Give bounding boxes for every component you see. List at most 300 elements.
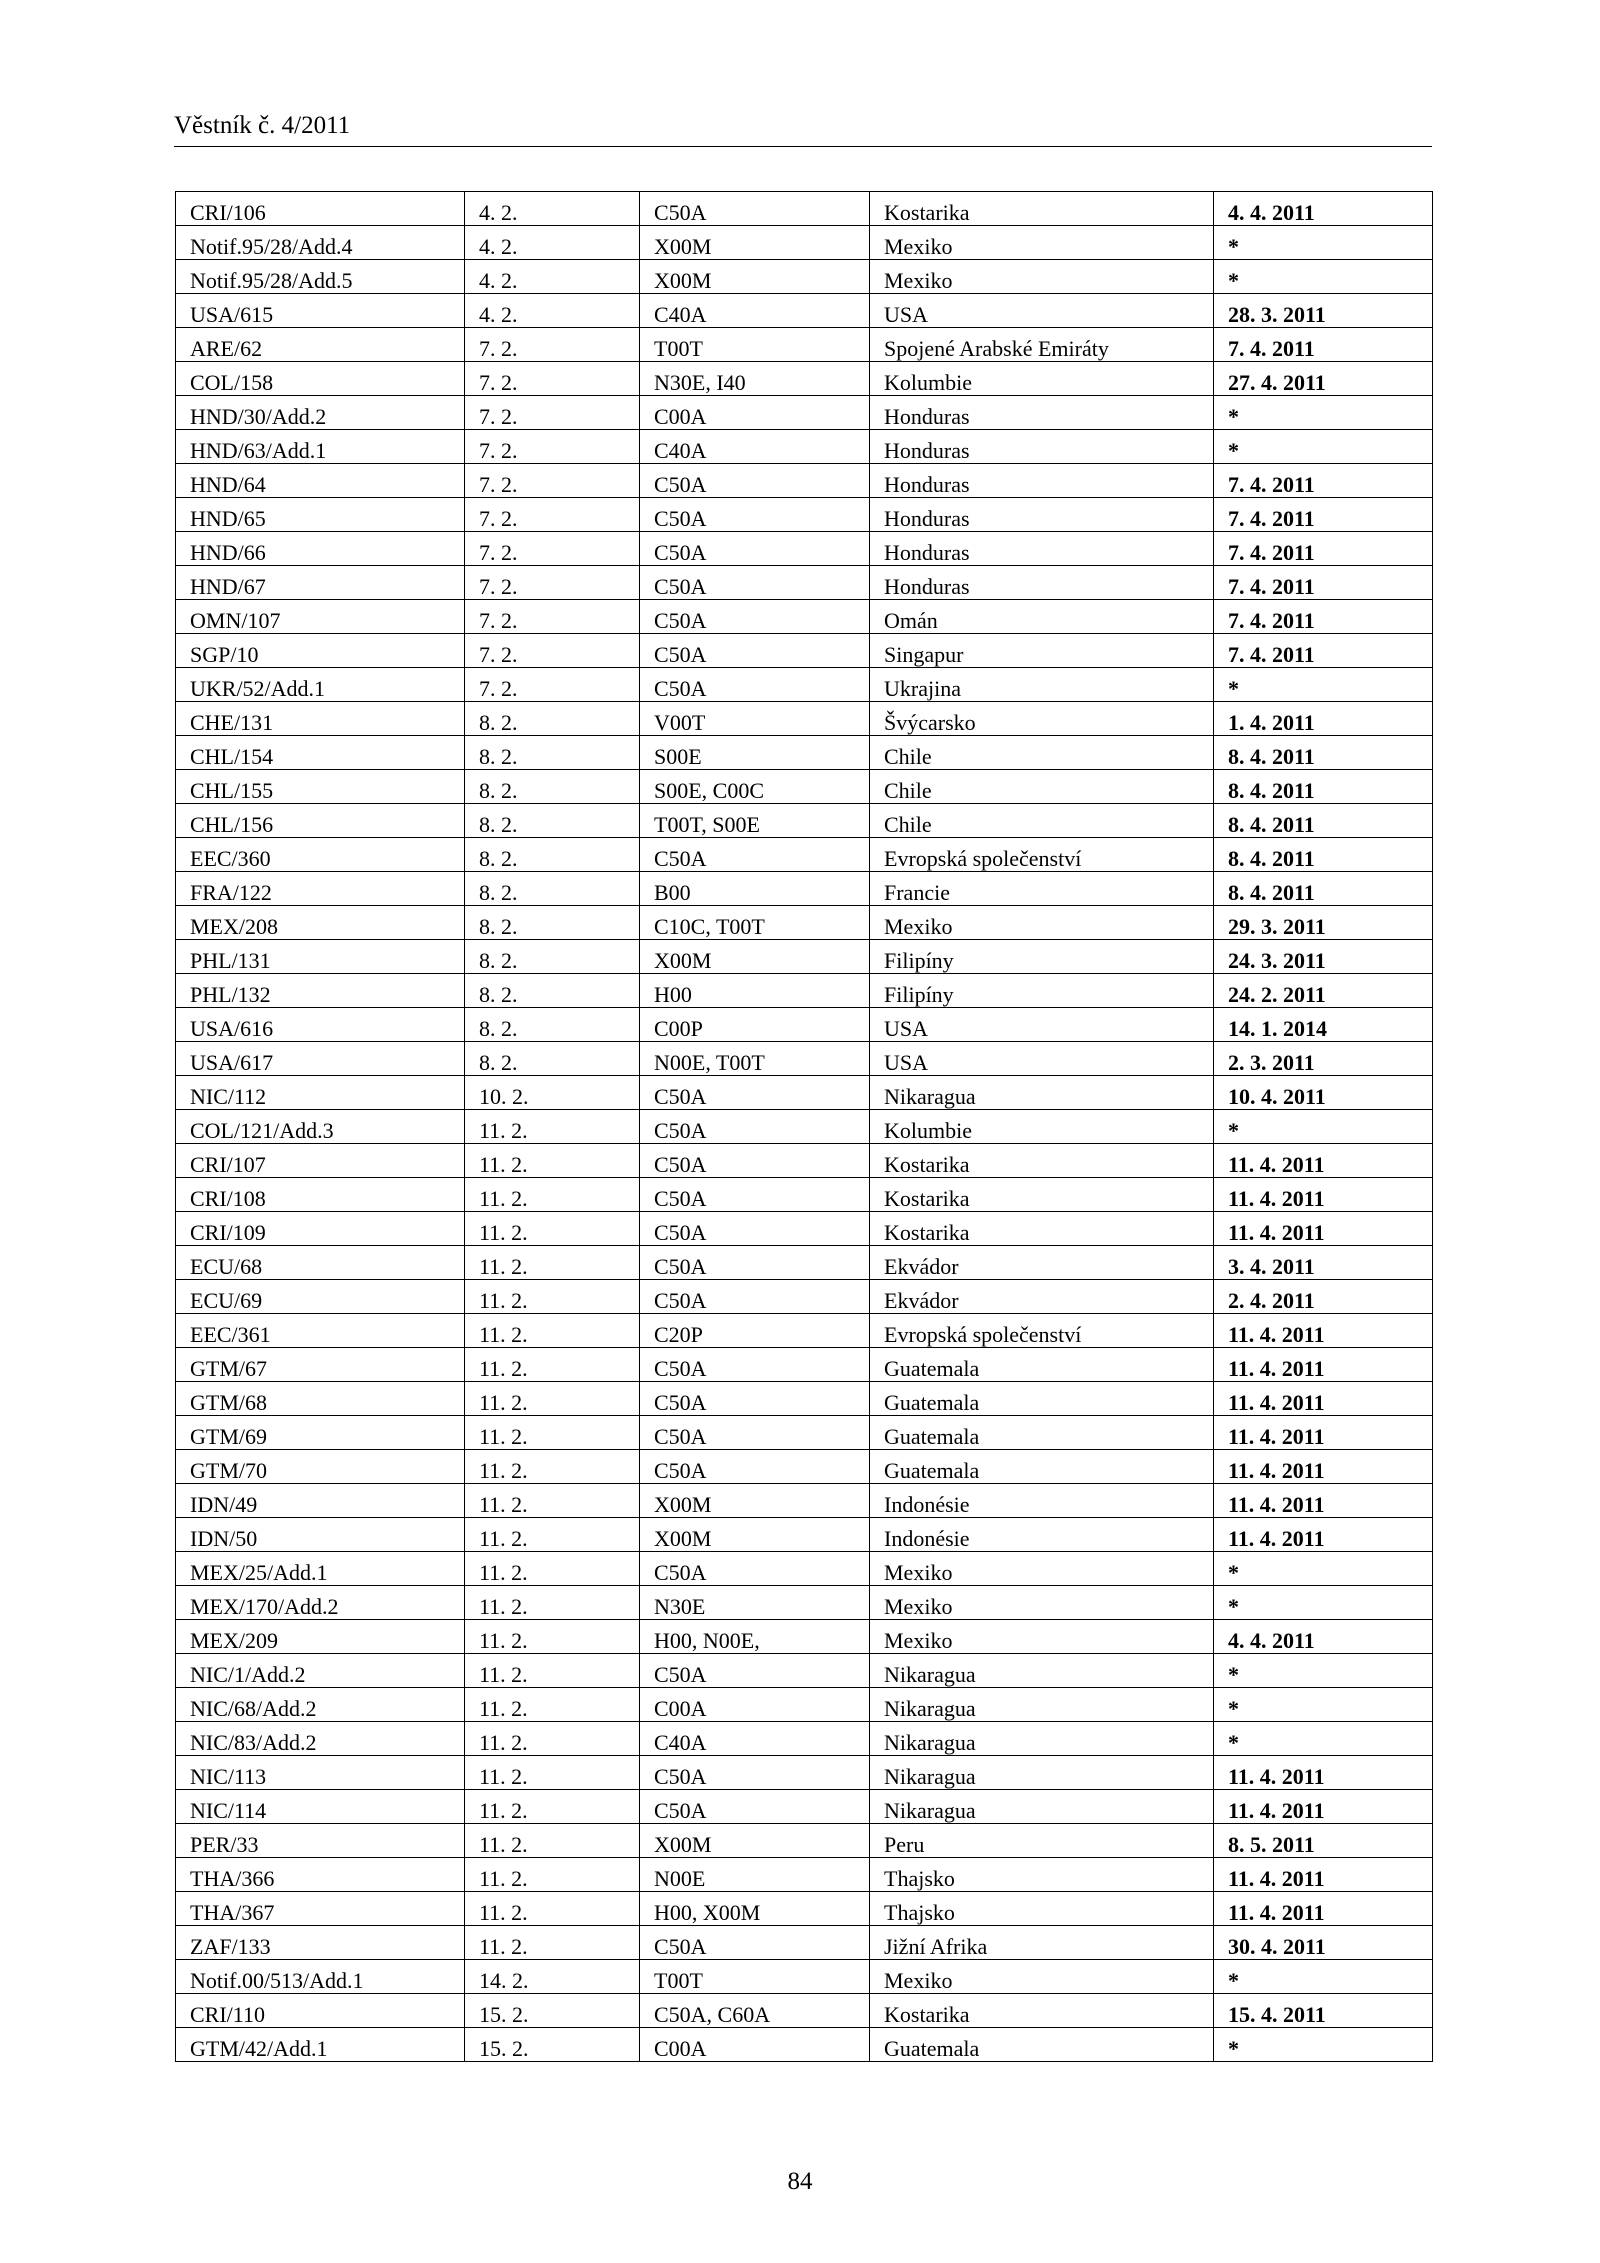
table-row	[176, 2028, 1433, 2062]
deadline-cell: *	[1214, 1110, 1433, 1144]
deadline-cell: *	[1214, 1688, 1433, 1722]
table-row	[176, 1416, 1433, 1450]
country-cell: Mexiko	[870, 226, 1214, 260]
country-cell: Kostarika	[870, 1144, 1214, 1178]
date-received-cell: 7. 2.	[465, 532, 640, 566]
date-received-cell: 8. 2.	[465, 974, 640, 1008]
table-row	[176, 226, 1433, 260]
table-row	[176, 702, 1433, 736]
notification-code-cell: ECU/68	[176, 1246, 465, 1280]
date-received-cell: 11. 2.	[465, 1144, 640, 1178]
table-row	[176, 1484, 1433, 1518]
date-received-cell: 8. 2.	[465, 736, 640, 770]
country-cell: Ukrajina	[870, 668, 1214, 702]
page-header	[174, 112, 1432, 147]
country-cell: Kostarika	[870, 1994, 1214, 2028]
date-received-cell: 11. 2.	[465, 1518, 640, 1552]
table-row	[176, 1790, 1433, 1824]
table-row	[176, 1960, 1433, 1994]
table-row	[176, 1654, 1433, 1688]
deadline-cell: 11. 4. 2011	[1214, 1212, 1433, 1246]
table-row	[176, 736, 1433, 770]
deadline-cell: 29. 3. 2011	[1214, 906, 1433, 940]
date-received-cell: 10. 2.	[465, 1076, 640, 1110]
deadline-cell: *	[1214, 396, 1433, 430]
country-cell: Chile	[870, 804, 1214, 838]
country-cell: USA	[870, 1008, 1214, 1042]
notification-code-cell: COL/158	[176, 362, 465, 396]
deadline-cell: 30. 4. 2011	[1214, 1926, 1433, 1960]
date-received-cell: 11. 2.	[465, 1790, 640, 1824]
date-received-cell: 4. 2.	[465, 294, 640, 328]
date-received-cell: 11. 2.	[465, 1484, 640, 1518]
deadline-cell: *	[1214, 1960, 1433, 1994]
date-received-cell: 11. 2.	[465, 1110, 640, 1144]
ics-code-cell: C50A	[640, 1178, 870, 1212]
date-received-cell: 8. 2.	[465, 940, 640, 974]
notification-code-cell: USA/616	[176, 1008, 465, 1042]
table-row	[176, 464, 1433, 498]
country-cell: Chile	[870, 736, 1214, 770]
notification-code-cell: CRI/108	[176, 1178, 465, 1212]
date-received-cell: 11. 2.	[465, 1824, 640, 1858]
country-cell: Honduras	[870, 498, 1214, 532]
country-cell: Nikaragua	[870, 1654, 1214, 1688]
notification-code-cell: HND/67	[176, 566, 465, 600]
notification-code-cell: COL/121/Add.3	[176, 1110, 465, 1144]
table-row	[176, 668, 1433, 702]
deadline-cell: *	[1214, 668, 1433, 702]
notification-code-cell: THA/367	[176, 1892, 465, 1926]
country-cell: Mexiko	[870, 1620, 1214, 1654]
country-cell: Švýcarsko	[870, 702, 1214, 736]
deadline-cell: 11. 4. 2011	[1214, 1790, 1433, 1824]
country-cell: Guatemala	[870, 1450, 1214, 1484]
deadline-cell: 4. 4. 2011	[1214, 1620, 1433, 1654]
deadline-cell: 11. 4. 2011	[1214, 1756, 1433, 1790]
notification-code-cell: HND/65	[176, 498, 465, 532]
country-cell: Kostarika	[870, 192, 1214, 226]
country-cell: Kostarika	[870, 1178, 1214, 1212]
country-cell: Mexiko	[870, 906, 1214, 940]
notification-code-cell: GTM/42/Add.1	[176, 2028, 465, 2062]
deadline-cell: 15. 4. 2011	[1214, 1994, 1433, 2028]
notification-code-cell: USA/617	[176, 1042, 465, 1076]
notification-code-cell: Notif.95/28/Add.5	[176, 260, 465, 294]
table-row	[176, 362, 1433, 396]
country-cell: Ekvádor	[870, 1246, 1214, 1280]
table-row	[176, 1042, 1433, 1076]
date-received-cell: 11. 2.	[465, 1620, 640, 1654]
notification-code-cell: CRI/110	[176, 1994, 465, 2028]
ics-code-cell: T00T	[640, 1960, 870, 1994]
notification-code-cell: NIC/114	[176, 1790, 465, 1824]
date-received-cell: 11. 2.	[465, 1280, 640, 1314]
country-cell: Guatemala	[870, 1348, 1214, 1382]
deadline-cell: 28. 3. 2011	[1214, 294, 1433, 328]
ics-code-cell: N30E	[640, 1586, 870, 1620]
deadline-cell: 7. 4. 2011	[1214, 464, 1433, 498]
date-received-cell: 11. 2.	[465, 1756, 640, 1790]
deadline-cell: 8. 4. 2011	[1214, 872, 1433, 906]
ics-code-cell: X00M	[640, 1824, 870, 1858]
deadline-cell: 1. 4. 2011	[1214, 702, 1433, 736]
table-row	[176, 498, 1433, 532]
notification-code-cell: NIC/83/Add.2	[176, 1722, 465, 1756]
ics-code-cell: X00M	[640, 1518, 870, 1552]
country-cell: Peru	[870, 1824, 1214, 1858]
country-cell: Honduras	[870, 464, 1214, 498]
notification-code-cell: Notif.95/28/Add.4	[176, 226, 465, 260]
country-cell: Honduras	[870, 396, 1214, 430]
ics-code-cell: C00A	[640, 1688, 870, 1722]
table-row	[176, 1926, 1433, 1960]
date-received-cell: 7. 2.	[465, 464, 640, 498]
date-received-cell: 4. 2.	[465, 260, 640, 294]
ics-code-cell: X00M	[640, 226, 870, 260]
country-cell: Nikaragua	[870, 1722, 1214, 1756]
notification-code-cell: HND/63/Add.1	[176, 430, 465, 464]
notification-code-cell: GTM/69	[176, 1416, 465, 1450]
ics-code-cell: N00E, T00T	[640, 1042, 870, 1076]
date-received-cell: 11. 2.	[465, 1654, 640, 1688]
notification-code-cell: CRI/107	[176, 1144, 465, 1178]
page-number: 84	[787, 2168, 813, 2195]
ics-code-cell: C50A	[640, 1212, 870, 1246]
deadline-cell: 24. 2. 2011	[1214, 974, 1433, 1008]
deadline-cell: 11. 4. 2011	[1214, 1450, 1433, 1484]
notification-code-cell: MEX/25/Add.1	[176, 1552, 465, 1586]
table-row	[176, 1314, 1433, 1348]
table-row	[176, 872, 1433, 906]
date-received-cell: 8. 2.	[465, 770, 640, 804]
date-received-cell: 11. 2.	[465, 1552, 640, 1586]
country-cell: Kolumbie	[870, 362, 1214, 396]
table-row	[176, 1688, 1433, 1722]
ics-code-cell: C50A	[640, 192, 870, 226]
notification-code-cell: OMN/107	[176, 600, 465, 634]
notification-code-cell: ECU/69	[176, 1280, 465, 1314]
deadline-cell: 11. 4. 2011	[1214, 1144, 1433, 1178]
table-row	[176, 1450, 1433, 1484]
country-cell: Honduras	[870, 532, 1214, 566]
deadline-cell: 7. 4. 2011	[1214, 532, 1433, 566]
notification-code-cell: NIC/1/Add.2	[176, 1654, 465, 1688]
ics-code-cell: C40A	[640, 294, 870, 328]
deadline-cell: 24. 3. 2011	[1214, 940, 1433, 974]
deadline-cell: 7. 4. 2011	[1214, 634, 1433, 668]
table-row	[176, 192, 1433, 226]
deadline-cell: 11. 4. 2011	[1214, 1314, 1433, 1348]
table-row	[176, 1212, 1433, 1246]
deadline-cell: 11. 4. 2011	[1214, 1348, 1433, 1382]
deadline-cell: 7. 4. 2011	[1214, 600, 1433, 634]
country-cell: Nikaragua	[870, 1756, 1214, 1790]
country-cell: Filipíny	[870, 974, 1214, 1008]
deadline-cell: 7. 4. 2011	[1214, 328, 1433, 362]
ics-code-cell: C50A	[640, 1552, 870, 1586]
ics-code-cell: C40A	[640, 1722, 870, 1756]
notification-code-cell: UKR/52/Add.1	[176, 668, 465, 702]
notification-code-cell: CRI/109	[176, 1212, 465, 1246]
ics-code-cell: X00M	[640, 260, 870, 294]
date-received-cell: 4. 2.	[465, 192, 640, 226]
date-received-cell: 8. 2.	[465, 906, 640, 940]
date-received-cell: 8. 2.	[465, 1008, 640, 1042]
page-title: Věstník č. 4/2011	[174, 112, 351, 139]
notification-code-cell: NIC/112	[176, 1076, 465, 1110]
table-row	[176, 566, 1433, 600]
deadline-cell: 14. 1. 2014	[1214, 1008, 1433, 1042]
notification-code-cell: ARE/62	[176, 328, 465, 362]
notification-code-cell: MEX/209	[176, 1620, 465, 1654]
table-row	[176, 1756, 1433, 1790]
deadline-cell: 10. 4. 2011	[1214, 1076, 1433, 1110]
country-cell: Mexiko	[870, 1552, 1214, 1586]
table-row	[176, 1722, 1433, 1756]
deadline-cell: 11. 4. 2011	[1214, 1382, 1433, 1416]
table-row	[176, 940, 1433, 974]
ics-code-cell: C50A	[640, 1382, 870, 1416]
ics-code-cell: V00T	[640, 702, 870, 736]
date-received-cell: 11. 2.	[465, 1858, 640, 1892]
table-row	[176, 974, 1433, 1008]
notification-code-cell: HND/66	[176, 532, 465, 566]
deadline-cell: 11. 4. 2011	[1214, 1484, 1433, 1518]
ics-code-cell: C50A	[640, 1144, 870, 1178]
date-received-cell: 7. 2.	[465, 498, 640, 532]
ics-code-cell: T00T, S00E	[640, 804, 870, 838]
date-received-cell: 8. 2.	[465, 872, 640, 906]
country-cell: Guatemala	[870, 2028, 1214, 2062]
table-row	[176, 1144, 1433, 1178]
country-cell: Guatemala	[870, 1382, 1214, 1416]
date-received-cell: 11. 2.	[465, 1246, 640, 1280]
deadline-cell: *	[1214, 1552, 1433, 1586]
table-row	[176, 1382, 1433, 1416]
table-row	[176, 1246, 1433, 1280]
table-row	[176, 906, 1433, 940]
deadline-cell: 3. 4. 2011	[1214, 1246, 1433, 1280]
deadline-cell: 8. 4. 2011	[1214, 838, 1433, 872]
deadline-cell: *	[1214, 1654, 1433, 1688]
table-row	[176, 396, 1433, 430]
table-row	[176, 294, 1433, 328]
deadline-cell: *	[1214, 430, 1433, 464]
date-received-cell: 7. 2.	[465, 430, 640, 464]
ics-code-cell: C50A	[640, 1756, 870, 1790]
table-row	[176, 1348, 1433, 1382]
date-received-cell: 11. 2.	[465, 1892, 640, 1926]
date-received-cell: 15. 2.	[465, 1994, 640, 2028]
notification-code-cell: EEC/361	[176, 1314, 465, 1348]
ics-code-cell: C50A	[640, 1416, 870, 1450]
country-cell: Evropská společenství	[870, 838, 1214, 872]
table-row	[176, 1994, 1433, 2028]
country-cell: Filipíny	[870, 940, 1214, 974]
deadline-cell: 4. 4. 2011	[1214, 192, 1433, 226]
country-cell: Mexiko	[870, 1960, 1214, 1994]
country-cell: Nikaragua	[870, 1076, 1214, 1110]
date-received-cell: 11. 2.	[465, 1348, 640, 1382]
date-received-cell: 8. 2.	[465, 838, 640, 872]
country-cell: Chile	[870, 770, 1214, 804]
deadline-cell: *	[1214, 1586, 1433, 1620]
ics-code-cell: C10C, T00T	[640, 906, 870, 940]
country-cell: Thajsko	[870, 1858, 1214, 1892]
deadline-cell: 7. 4. 2011	[1214, 566, 1433, 600]
date-received-cell: 7. 2.	[465, 396, 640, 430]
ics-code-cell: C50A, C60A	[640, 1994, 870, 2028]
notifications-table	[175, 191, 1433, 2062]
table-row	[176, 1110, 1433, 1144]
notification-code-cell: Notif.00/513/Add.1	[176, 1960, 465, 1994]
notification-code-cell: GTM/70	[176, 1450, 465, 1484]
country-cell: Mexiko	[870, 1586, 1214, 1620]
ics-code-cell: C50A	[640, 1654, 870, 1688]
date-received-cell: 4. 2.	[465, 226, 640, 260]
ics-code-cell: C50A	[640, 1280, 870, 1314]
country-cell: Spojené Arabské Emiráty	[870, 328, 1214, 362]
deadline-cell: 2. 4. 2011	[1214, 1280, 1433, 1314]
table-row	[176, 600, 1433, 634]
date-received-cell: 11. 2.	[465, 1416, 640, 1450]
ics-code-cell: X00M	[640, 1484, 870, 1518]
date-received-cell: 7. 2.	[465, 668, 640, 702]
country-cell: Kostarika	[870, 1212, 1214, 1246]
notification-code-cell: CRI/106	[176, 192, 465, 226]
date-received-cell: 11. 2.	[465, 1212, 640, 1246]
table-row	[176, 260, 1433, 294]
table-row	[176, 1552, 1433, 1586]
date-received-cell: 14. 2.	[465, 1960, 640, 1994]
notification-code-cell: GTM/67	[176, 1348, 465, 1382]
ics-code-cell: N30E, I40	[640, 362, 870, 396]
table-row	[176, 1076, 1433, 1110]
deadline-cell: *	[1214, 226, 1433, 260]
ics-code-cell: T00T	[640, 328, 870, 362]
ics-code-cell: C50A	[640, 1348, 870, 1382]
notification-code-cell: CHE/131	[176, 702, 465, 736]
table-row	[176, 1620, 1433, 1654]
notification-code-cell: THA/366	[176, 1858, 465, 1892]
country-cell: Indonésie	[870, 1518, 1214, 1552]
ics-code-cell: C50A	[640, 838, 870, 872]
date-received-cell: 11. 2.	[465, 1382, 640, 1416]
notification-code-cell: ZAF/133	[176, 1926, 465, 1960]
ics-code-cell: C50A	[640, 1076, 870, 1110]
deadline-cell: *	[1214, 2028, 1433, 2062]
ics-code-cell: C50A	[640, 600, 870, 634]
date-received-cell: 15. 2.	[465, 2028, 640, 2062]
country-cell: USA	[870, 1042, 1214, 1076]
country-cell: Evropská společenství	[870, 1314, 1214, 1348]
ics-code-cell: C50A	[640, 668, 870, 702]
notification-code-cell: SGP/10	[176, 634, 465, 668]
date-received-cell: 11. 2.	[465, 1688, 640, 1722]
ics-code-cell: C50A	[640, 532, 870, 566]
deadline-cell: 7. 4. 2011	[1214, 498, 1433, 532]
ics-code-cell: C50A	[640, 498, 870, 532]
date-received-cell: 8. 2.	[465, 1042, 640, 1076]
notification-code-cell: EEC/360	[176, 838, 465, 872]
ics-code-cell: H00, N00E,	[640, 1620, 870, 1654]
notification-code-cell: IDN/49	[176, 1484, 465, 1518]
deadline-cell: 11. 4. 2011	[1214, 1892, 1433, 1926]
ics-code-cell: C50A	[640, 1246, 870, 1280]
notification-code-cell: CHL/156	[176, 804, 465, 838]
table-row	[176, 1586, 1433, 1620]
ics-code-cell: B00	[640, 872, 870, 906]
country-cell: USA	[870, 294, 1214, 328]
country-cell: Thajsko	[870, 1892, 1214, 1926]
table-row	[176, 328, 1433, 362]
notification-code-cell: CHL/155	[176, 770, 465, 804]
table-row	[176, 634, 1433, 668]
notification-code-cell: CHL/154	[176, 736, 465, 770]
ics-code-cell: C50A	[640, 1110, 870, 1144]
ics-code-cell: C40A	[640, 430, 870, 464]
table-row	[176, 838, 1433, 872]
date-received-cell: 11. 2.	[465, 1178, 640, 1212]
notification-code-cell: FRA/122	[176, 872, 465, 906]
ics-code-cell: C50A	[640, 1790, 870, 1824]
country-cell: Mexiko	[870, 260, 1214, 294]
date-received-cell: 8. 2.	[465, 804, 640, 838]
table-row	[176, 1518, 1433, 1552]
ics-code-cell: C50A	[640, 634, 870, 668]
notification-code-cell: USA/615	[176, 294, 465, 328]
ics-code-cell: N00E	[640, 1858, 870, 1892]
notification-code-cell: GTM/68	[176, 1382, 465, 1416]
country-cell: Singapur	[870, 634, 1214, 668]
table-row	[176, 1178, 1433, 1212]
deadline-cell: 11. 4. 2011	[1214, 1178, 1433, 1212]
ics-code-cell: H00	[640, 974, 870, 1008]
ics-code-cell: C00P	[640, 1008, 870, 1042]
country-cell: Kolumbie	[870, 1110, 1214, 1144]
deadline-cell: 2. 3. 2011	[1214, 1042, 1433, 1076]
date-received-cell: 11. 2.	[465, 1314, 640, 1348]
country-cell: Ekvádor	[870, 1280, 1214, 1314]
date-received-cell: 7. 2.	[465, 362, 640, 396]
notification-code-cell: NIC/68/Add.2	[176, 1688, 465, 1722]
ics-code-cell: C20P	[640, 1314, 870, 1348]
ics-code-cell: X00M	[640, 940, 870, 974]
ics-code-cell: C50A	[640, 1450, 870, 1484]
notification-code-cell: MEX/170/Add.2	[176, 1586, 465, 1620]
notifications-table-body	[176, 192, 1433, 2062]
country-cell: Nikaragua	[870, 1688, 1214, 1722]
notification-code-cell: IDN/50	[176, 1518, 465, 1552]
date-received-cell: 7. 2.	[465, 634, 640, 668]
notification-code-cell: HND/64	[176, 464, 465, 498]
notification-code-cell: PHL/132	[176, 974, 465, 1008]
date-received-cell: 11. 2.	[465, 1926, 640, 1960]
ics-code-cell: C00A	[640, 396, 870, 430]
notification-code-cell: MEX/208	[176, 906, 465, 940]
table-row	[176, 1892, 1433, 1926]
date-received-cell: 7. 2.	[465, 600, 640, 634]
notification-code-cell: PHL/131	[176, 940, 465, 974]
deadline-cell: 11. 4. 2011	[1214, 1416, 1433, 1450]
country-cell: Jižní Afrika	[870, 1926, 1214, 1960]
deadline-cell: *	[1214, 1722, 1433, 1756]
country-cell: Guatemala	[870, 1416, 1214, 1450]
deadline-cell: 8. 4. 2011	[1214, 804, 1433, 838]
ics-code-cell: C50A	[640, 464, 870, 498]
ics-code-cell: C00A	[640, 2028, 870, 2062]
